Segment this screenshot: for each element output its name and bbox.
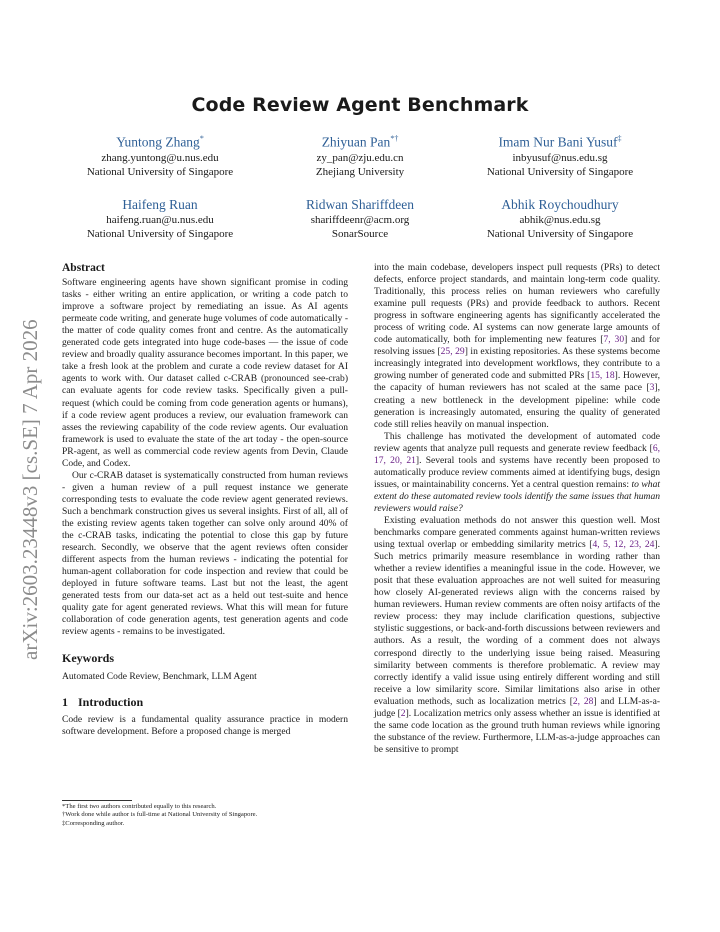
introduction-heading xyxy=(62,696,348,708)
abstract-paragraph: Software engineering agents have shown significant promise in coding tasks - either writing an entire application, or writing a code patch to improve a software project by remediating an issue. As AI agents permeate code writing, and generate huge volumes of code automatically - the matter of code quality comes front and centre. As the automatically generated code gets integrated into huge code-bases — the issue of code review and broadly quality assurance becomes important. In this paper, we take a fresh look at the problem and curate a code review dataset for AI agents to work with. Our dataset called c-CRAB (pronounced see-crab) can evaluate agents for code review tasks. Specifically given a pull-request (which could be coming from code generation agents or humans), if a code review agent produces a review, our evaluation framework can asses the reviewing capability of the code review agents. Our evaluation framework is used to evaluate the state of the art today - the open-source PR-agent, as well as commercial code review agents from Devin, Claude Code, and Codex. xyxy=(62,277,348,469)
intro-paragraph: Existing evaluation methods do not answer this question well. Most benchmarks compare generated comments against human-written reviews using textual overlap or embedding similarity metrics [4, 5, 12, 23, 24]. Such metrics primarily measure resemblance in wording rather than whether a review identifies a meaningful issue in the code. However, we posit that these evaluation approaches are not well suited for measuring how closely AI-generated reviews align with the concerns raised by human reviewers. Human review comments are often noisy artifacts of the review process: they may include clarification questions, subjective stylistic suggestions, or back-and-forth discussions between reviewers and authors. As a result, the wording of a comment does not always correspond directly to the underlying issue being raised. Measuring similarity between comments is therefore problematic. A review may correctly identify a valid issue using entirely different wording and still receive a low similarity score. Similar limitations also arise in other evaluation methods, such as localization metrics [2, 28] and LLM-as-a-judge [2]. Localization metrics only assess whether an issue is identified at the same code location as the ground truth human reviews while ignoring the substance of the review. Furthermore, LLM-as-a-judge approaches can be sensitive to prompt xyxy=(374,514,661,755)
author-card xyxy=(260,196,460,241)
citation-link[interactable]: 3 xyxy=(649,382,655,394)
author-email: inbyusuf@nus.edu.sg xyxy=(512,151,608,164)
author-email: zhang.yuntong@u.nus.edu xyxy=(101,151,219,164)
citation-link[interactable]: 2, 28 xyxy=(572,695,594,707)
keywords-heading: Keywords xyxy=(62,651,114,666)
intro-paragraph: This challenge has motivated the development of automated code review agents that analyze pull requests and generate review feedback [6, 17, 20, 21]. Several tools and systems have recently been proposed to automatically produce review comments aimed at identifying bugs, design issues, or maintainability concerns. Yet a central question remains: to what extent do these automated review tools identify the same issues that human reviewers would raise? xyxy=(374,430,660,514)
author-affiliation: National University of Singapore xyxy=(86,165,234,178)
section-number: 1 xyxy=(62,694,68,709)
author-name: Haifeng Ruan xyxy=(122,197,198,212)
author-name: Yuntong Zhang* xyxy=(116,134,204,150)
citation-link[interactable]: 25, 29 xyxy=(440,346,465,358)
author-affiliation: National University of Singapore xyxy=(486,228,634,240)
citation-link[interactable]: 6, 17, 20, 21 xyxy=(374,442,660,466)
author-email: shariffdeenr@acm.org xyxy=(310,214,410,226)
citation-link[interactable]: 7, 30 xyxy=(603,334,625,346)
footnotes xyxy=(62,800,348,828)
left-column xyxy=(62,262,348,738)
abstract-heading: Abstract xyxy=(62,262,105,274)
author-card xyxy=(60,196,260,241)
author-name: Zhiyuan Pan*† xyxy=(321,134,399,150)
author-affiliation: National University of Singapore xyxy=(486,165,634,178)
citation-link[interactable]: 15, 18 xyxy=(590,370,615,382)
arxiv-identifier: arXiv:2603.23448v3 [cs.SE] 7 Apr 2026 xyxy=(18,319,42,660)
footnote: ‡Corresponding author. xyxy=(62,819,125,827)
footnote: †Work done while author is full-time at National University of Singapore. xyxy=(62,811,258,819)
author-email: haifeng.ruan@u.nus.edu xyxy=(106,214,214,226)
author-card xyxy=(460,196,660,241)
author-affiliation: SonarSource xyxy=(331,228,389,240)
abstract-paragraph: Our c-CRAB dataset is systematically constructed from human reviews - given a human review of a pull request instance we generate corresponding tests to evaluate the code review agent generated reviews. Such a benchmark construction gives us several insights. First of all, all of the existing review agents taken together can solve only around 40% of the c-CRAB tasks, indicating the potential to close this gap by future research. Secondly, we observe that the agent reviews often consider different aspects from the human reviews - indicating the potential for human-agent collaboration for code inspection and review that could be deployed in future software teams. Last but not the least, the agent generated tests from our data-set act as a held out test-suite and hence quality gate for agent generated reviews. What this will mean for future collaboration of code generation agents, test generation agents and code review agents - remains to be investigated. xyxy=(62,469,348,638)
research-question: to what extent do these automated review tools identify the same issues that human reviewers would raise? xyxy=(374,478,660,514)
keywords-text: Automated Code Review, Benchmark, LLM Agent xyxy=(62,670,257,682)
footnote-rule xyxy=(62,800,132,801)
author-name: Ridwan Shariffdeen xyxy=(305,197,415,212)
right-column xyxy=(374,262,660,756)
citation-link[interactable]: 2 xyxy=(400,707,406,719)
section-title: Introduction xyxy=(78,694,144,709)
author-name: Imam Nur Bani Yusuf‡ xyxy=(498,134,622,150)
intro-paragraph-left: Code review is a fundamental quality assurance practice in modern software development. Before a proposed change is merged xyxy=(62,713,348,737)
author-card xyxy=(460,130,660,179)
author-name: Abhik Roychoudhury xyxy=(501,197,619,212)
paper-title: Code Review Agent Benchmark xyxy=(191,94,529,116)
intro-paragraph: into the main codebase, developers inspect pull requests (PRs) to detect defects, enforce project standards, and maintain long-term code quality. Traditionally, this process relies on human reviewers who carefully examine pull requests (PRs) and provide feedback to authors. Recent progress in software engineering agents has significantly accelerated the process of writing code. AI systems can now generate large amounts of code automatically, both for implementing new features [7, 30] and for resolving issues [25, 29] in existing repositories. As these systems become increasingly integrated into development workflows, they contribute to a growing number of generated code and submitted PRs [15, 18]. However, the capacity of human reviewers has not scaled at the same pace [3], creating a new bottleneck in the development pipeline: while code generation is increasingly automated, ensuring the quality of generated code still relies heavily on manual inspection. xyxy=(374,262,661,430)
citation-link[interactable]: 4, 5, 12, 23, 24 xyxy=(592,539,655,551)
author-affiliation: Zhejiang University xyxy=(315,165,405,178)
author-email: zy_pan@zju.edu.cn xyxy=(316,151,404,164)
author-affiliation: National University of Singapore xyxy=(86,228,234,240)
author-card xyxy=(60,130,260,179)
author-email: abhik@nus.edu.sg xyxy=(519,214,601,226)
author-card xyxy=(260,130,460,179)
footnote: *The first two authors contributed equally to this research. xyxy=(62,803,217,810)
